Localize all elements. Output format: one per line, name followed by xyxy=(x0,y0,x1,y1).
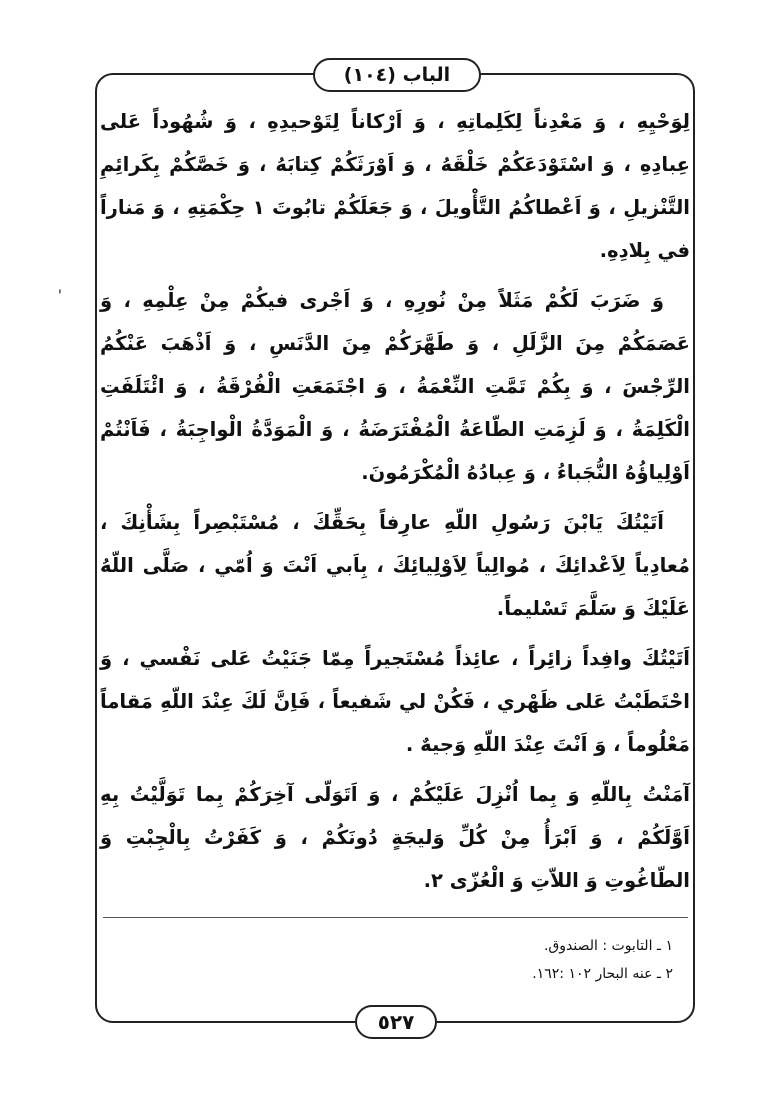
footnote-divider xyxy=(103,917,688,918)
chapter-title-text: الباب (١٠٤) xyxy=(343,64,451,86)
paragraph-1: لِوَحْيِهِ ، وَ مَعْدِناً لِكَلِماتِهِ ، وَ اَرْكاناً لِتَوْحيدِهِ ، وَ شُهُوداً عَلى عِبادِهِ ، وَ اسْتَوْدَعَكُمْ خَلْقَهُ ، وَ اَوْرَثَكُمْ كِتابَهُ ، وَ خَصَّكُمْ بِكَرائِمِ التَّنْزيلِ ، وَ اَعْطاكُمُ التَّأْويلَ ، وَ جَعَلَكُمْ تابُوتَ ١ حِكْمَتِهِ ، وَ مَناراً في بِلادِهِ. xyxy=(100,110,690,262)
footnote-1: ١ ـ التابوت : الصندوق. xyxy=(543,938,673,954)
paragraph-5: آمَنْتُ بِاللّهِ وَ بِما اُنْزِلَ عَلَيْكُمْ ، وَ اَتَوَلّى آخِرَكُمْ بِما تَوَلَّيْتُ بِهِ اَوَّلَكُمْ ، وَ اَبْرَأُ مِنْ كُلِّ وَليجَةٍ دُونَكُمْ ، وَ كَفَرْتُ بِالْجِبْتِ وَ الطّاغُوتِ وَ اللاّتِ وَ الْعُزّى ٢. xyxy=(100,783,690,892)
main-text xyxy=(100,100,690,909)
footnotes xyxy=(105,932,685,988)
margin-mark: ' xyxy=(58,288,62,304)
footnote-2: ٢ ـ عنه البحار ١٠٢ :١٦٢. xyxy=(532,966,673,982)
chapter-title xyxy=(313,58,481,92)
paragraph-4: اَتَيْتُكَ وافِداً زائِراً ، عائِذاً مُسْتَجيراً مِمّا جَنَيْتُ عَلى نَفْسي ، وَ احْتَطَبْتُ عَلى ظَهْري ، فَكُنْ لي شَفيعاً ، فَاِنَّ لَكَ عِنْدَ اللّهِ مَقاماً مَعْلُوماً ، وَ اَنْتَ عِنْدَ اللّهِ وَجيهٌ . xyxy=(100,647,690,756)
page-number xyxy=(355,1005,437,1039)
paragraph-3: اَتَيْتُكَ يَابْنَ رَسُولِ اللّهِ عارِفاً بِحَقِّكَ ، مُسْتَبْصِراً بِشَأْنِكَ ، مُعادِياً لِاَعْدائِكَ ، مُوالِياً لِاَوْلِيائِكَ ، بِاَبي اَنْتَ وَ اُمّي ، صَلَّى اللّهُ عَلَيْكَ وَ سَلَّمَ تَسْليماً. xyxy=(100,511,690,620)
page-number-text: ٥٢٧ xyxy=(377,1010,415,1034)
paragraph-2: وَ ضَرَبَ لَكُمْ مَثَلاً مِنْ نُورِهِ ، وَ اَجْرى فيكُمْ مِنْ عِلْمِهِ ، وَ عَصَمَكُمْ مِنَ الزَّلَلِ ، وَ طَهَّرَكُمْ مِنَ الدَّنَسِ ، وَ اَذْهَبَ عَنْكُمُ الرِّجْسَ ، وَ بِكُمْ تَمَّتِ النِّعْمَةُ ، وَ اجْتَمَعَتِ الْفُرْقَةُ ، وَ ائْتَلَفَتِ الْكَلِمَةُ ، وَ لَزِمَتِ الطّاعَةُ الْمُفْتَرَضَةُ ، وَ الْمَوَدَّةُ الْواجِبَةُ ، فَاَنْتُمْ اَوْلِياؤُهُ النُّجَباءُ ، وَ عِبادُهُ الْمُكْرَمُونَ. xyxy=(100,289,690,484)
